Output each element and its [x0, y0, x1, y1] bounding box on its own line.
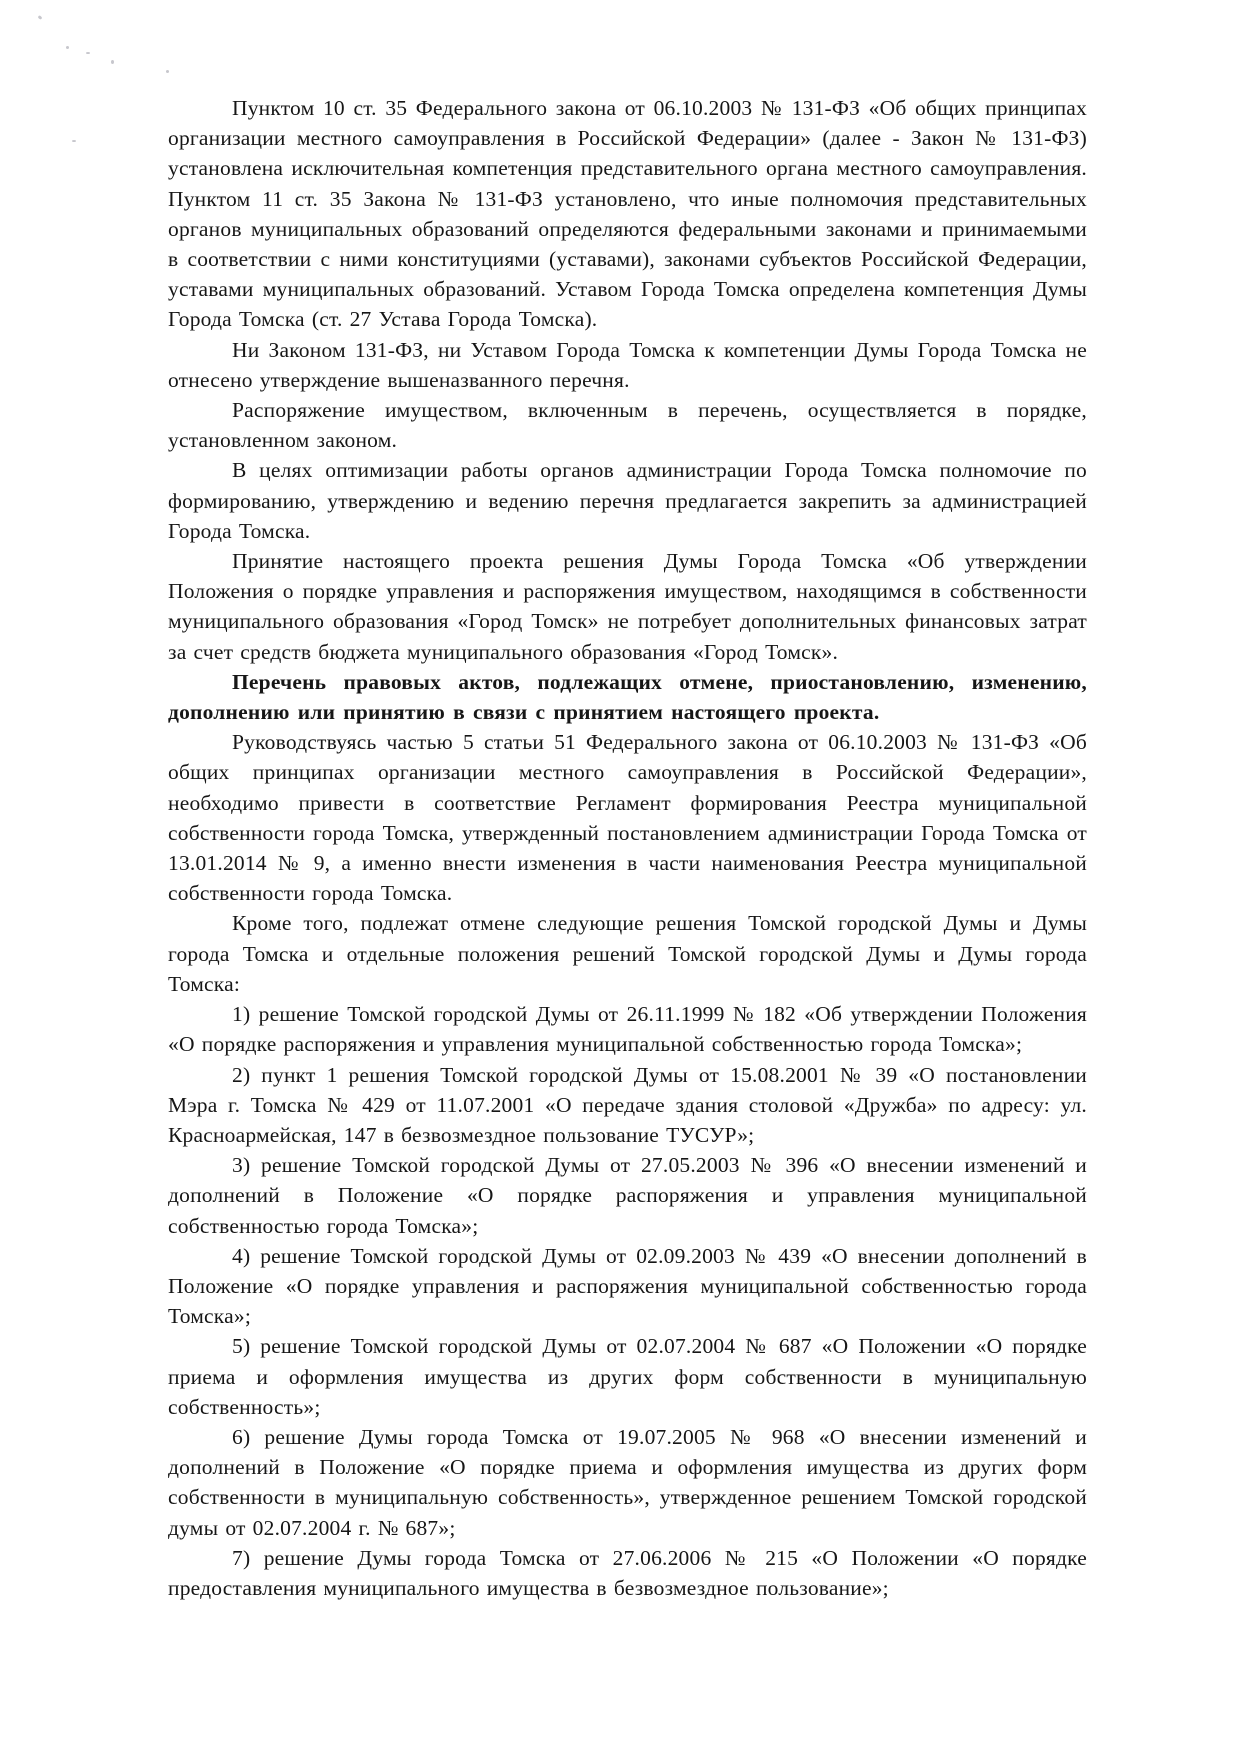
list-item-4-decision-439: 4) решение Томской городской Думы от 02.09.2003 № 439 «О внесении дополнений в Положение «О порядке управления и распоряжения муниципальной собственностью города Томска»;: [168, 1243, 1087, 1329]
document-text-block: [168, 93, 1087, 1603]
list-item-1-decision-182: 1) решение Томской городской Думы от 26.11.1999 № 182 «Об утверждении Положения «О порядке распоряжения и управления муниципальной собственностью города Томска»;: [168, 1002, 1087, 1057]
list-item-6-decision-968: 6) решение Думы города Томска от 19.07.2005 № 968 «О внесении изменений и дополнений в Положение «О порядке приема и оформления имущества из других форм собственности в муниципальную собственность», утвержденное решением Томской городской думы от 02.07.2004 г. № 687»;: [168, 1424, 1087, 1540]
paragraph-intro-law-131: Пунктом 10 ст. 35 Федерального закона от 06.10.2003 № 131-ФЗ «Об общих принципах организации местного самоуправления в Российской Федерации» (далее - Закон № 131-ФЗ) установлена исключительная компетенция представительного органа местного самоуправления. Пунктом 11 ст. 35 Закона № 131-ФЗ установлено, что иные полномочия представительных органов муниципальных образований определяются федеральными законами и принимаемыми в соответствии с ними конституциями (уставами), законами субъектов Российской Федерации, уставами муниципальных образований. Уставом Города Томска определена компетенция Думы Города Томска (ст. 27 Устава Города Томска).: [168, 96, 1087, 332]
scan-speck: [166, 70, 169, 73]
list-item-2-decision-39: 2) пункт 1 решения Томской городской Думы от 15.08.2001 № 39 «О постановлении Мэра г. Томска № 429 от 11.07.2001 «О передаче здания столовой «Дружба» по адресу: ул. Красноармейская, 147 в безвозмездное пользование ТУСУР»;: [168, 1062, 1087, 1147]
list-item-3-decision-396: 3) решение Томской городской Думы от 27.05.2003 № 396 «О внесении изменений и дополнений в Положение «О порядке распоряжения и управления муниципальной собственностью города Томска»;: [168, 1153, 1087, 1238]
scan-speck: [111, 60, 114, 64]
scan-speck: [86, 52, 90, 54]
scan-speck: [38, 15, 43, 20]
paragraph-decisions-to-repeal-intro: Кроме того, подлежат отмене следующие решения Томской городской Думы и Думы города Томска и отдельные положения решений Томской городской Думы и Думы города Томска:: [168, 911, 1087, 996]
scan-speck: [72, 140, 76, 142]
scan-speck: [66, 46, 69, 49]
paragraph-optimization-goal: В целях оптимизации работы органов администрации Города Томска полномочие по формированию, утверждению и ведению перечня предлагается закрепить за администрацией Города Томска.: [168, 458, 1087, 543]
paragraph-competence-not-assigned: Ни Законом 131-ФЗ, ни Уставом Города Томска к компетенции Думы Города Томска не отнесено утверждение вышеназванного перечня.: [168, 337, 1087, 392]
paragraph-property-disposal: Распоряжение имуществом, включенным в перечень, осуществляется в порядке, установленном законом.: [168, 398, 1087, 453]
paragraph-no-additional-costs: Принятие настоящего проекта решения Думы Города Томска «Об утверждении Положения о порядке управления и распоряжения имуществом, находящимся в собственности муниципального образования «Город Томск» не потребует дополнительных финансовых затрат за счет средств бюджета муниципального образования «Город Томск».: [168, 549, 1087, 664]
paragraph-registry-regulation: Руководствуясь частью 5 статьи 51 Федерального закона от 06.10.2003 № 131-ФЗ «Об общих принципах организации местного самоуправления в Российской Федерации», необходимо привести в соответствие Регламент формирования Реестра муниципальной собственности города Томска, утвержденный постановлением администрации Города Томска от 13.01.2014 № 9, а именно внести изменения в части наименования Реестра муниципальной собственности города Томска.: [168, 730, 1087, 906]
list-item-7-decision-215: 7) решение Думы города Томска от 27.06.2006 № 215 «О Положении «О порядке предоставления муниципального имущества в безвозмездное пользование»;: [168, 1545, 1087, 1600]
list-item-5-decision-687: 5) решение Томской городской Думы от 02.07.2004 № 687 «О Положении «О порядке приема и оформления имущества из других форм собственности в муниципальную собственность»;: [168, 1334, 1087, 1419]
heading-acts-to-repeal: Перечень правовых актов, подлежащих отмене, приостановлению, изменению, дополнению или принятию в связи с принятием настоящего проекта.: [168, 669, 1087, 725]
